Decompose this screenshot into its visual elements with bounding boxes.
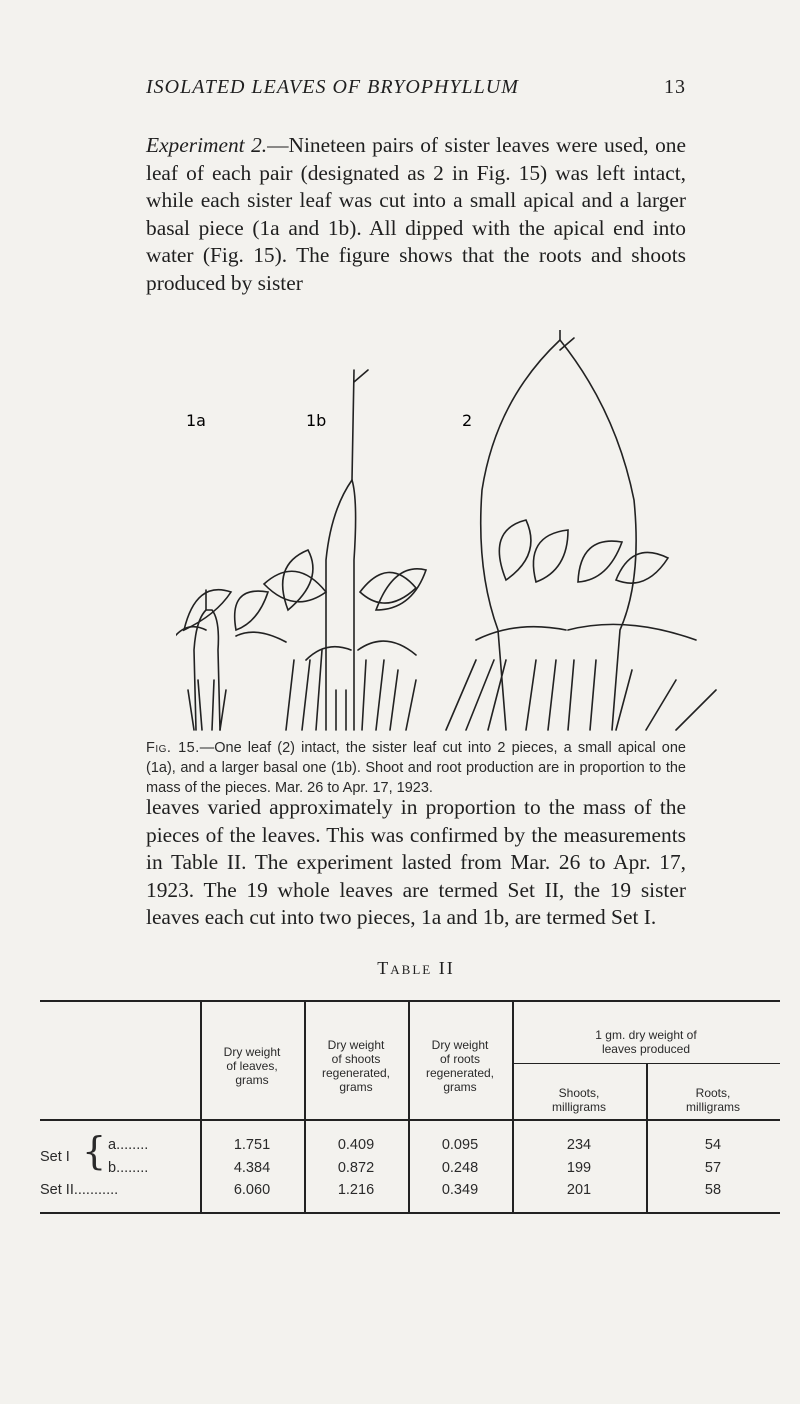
leaf-piece-1b: [326, 480, 356, 730]
running-head: ISOLATED LEAVES OF BRYOPHYLLUM: [146, 76, 519, 98]
header-line: of leaves,: [226, 1059, 278, 1073]
header-line: Shoots,: [558, 1086, 600, 1100]
cell-leaves: 6.060: [233, 1182, 271, 1198]
header-line: grams: [339, 1080, 373, 1094]
header-line: grams: [443, 1080, 477, 1094]
cell-shoots: 0.409: [337, 1137, 375, 1153]
paragraph-1-text: —Nineteen pairs of sister leaves were used, one leaf of each pair (designated as 2 in Fig. 15) was left intact, while each sister leaf was cut into a small apical and a larger basal piece (1a and 1b). All dipped with the apical end into water (Fig. 15). The figure shows that the roots and shoots produced by sister: [146, 133, 686, 295]
header-line: Dry weight: [327, 1038, 385, 1052]
cell-shoots: 0.872: [337, 1160, 375, 1176]
cell-roots: 0.248: [441, 1160, 479, 1176]
row-label: a........: [108, 1137, 149, 1153]
figure-caption: [146, 738, 686, 798]
paragraph-experiment-2: [146, 132, 686, 298]
table-bottom-rule: [40, 1212, 780, 1214]
header-line: Roots,: [695, 1086, 731, 1100]
cell-shoots-mg: 234: [566, 1137, 592, 1153]
figure-label-2: 2: [462, 411, 473, 430]
column-divider: [304, 1000, 306, 1212]
cell-roots-mg: 58: [704, 1182, 722, 1198]
leaf-regeneration-drawing: [176, 330, 736, 735]
cell-roots: 0.095: [441, 1137, 479, 1153]
header-line: grams: [235, 1073, 269, 1087]
table-top-rule: [40, 1000, 780, 1002]
row-label: Set II...........: [40, 1182, 119, 1198]
cell-shoots-mg: 199: [566, 1160, 592, 1176]
figure-label-1a: 1a: [186, 411, 206, 430]
header-dry-weight-leaves: [202, 1045, 302, 1087]
header-line: regenerated,: [425, 1066, 495, 1080]
cell-roots-mg: 54: [704, 1137, 722, 1153]
header-line: milligrams: [552, 1100, 606, 1114]
header-line: 1 gm. dry weight of: [595, 1028, 697, 1042]
row-label: b........: [108, 1160, 149, 1176]
figure-15: [176, 330, 736, 735]
cell-shoots: 1.216: [337, 1182, 375, 1198]
header-line: regenerated,: [321, 1066, 391, 1080]
leaf-piece-1a: [194, 610, 220, 730]
caption-text: —One leaf (2) intact, the sister leaf cut into 2 pieces, a small apical one (1a), and a larger basal one (1b). Shoot and root production are in proportion to the mass of the pieces. Mar. 26 to Apr. 17, 1923.: [146, 740, 686, 796]
column-divider: [408, 1000, 410, 1212]
caption-label: Fig. 15.: [146, 740, 200, 756]
running-header: [146, 76, 686, 106]
experiment-lead: Experiment 2.: [146, 133, 268, 157]
header-dry-weight-shoots: [306, 1038, 406, 1094]
cell-leaves: 4.384: [233, 1160, 271, 1176]
cell-shoots-mg: 201: [566, 1182, 592, 1198]
set-i-label: Set I: [40, 1149, 70, 1165]
header-shoots-mg: [514, 1086, 644, 1114]
header-line: of shoots: [331, 1052, 381, 1066]
cell-roots: 0.349: [441, 1182, 479, 1198]
header-line: Dry weight: [223, 1045, 281, 1059]
paragraph-continued: leaves varied approximately in proportion to the mass of the pieces of the leaves. This was confirmed by the measurements in Table II. The experiment lasted from Mar. 26 to Apr. 17, 1923. The 19 whole leaves are termed Set II, the 19 sister leaves each cut into two pieces, 1a and 1b, are termed Set I.: [146, 795, 686, 930]
header-per-gram-group: [514, 1028, 778, 1056]
cell-roots-mg: 57: [704, 1160, 722, 1176]
header-line: of roots: [439, 1052, 481, 1066]
page-number: 13: [664, 76, 686, 98]
set-i-brace: {: [82, 1129, 107, 1173]
figure-label-1b: 1b: [306, 411, 327, 430]
header-dry-weight-roots: [410, 1038, 510, 1094]
table-ii: [40, 1000, 780, 1198]
header-roots-mg: [648, 1086, 778, 1114]
header-line: Dry weight: [431, 1038, 489, 1052]
table-header-rule: [40, 1119, 780, 1121]
header-line: leaves produced: [601, 1042, 691, 1056]
column-divider: [200, 1000, 202, 1212]
header-line: milligrams: [686, 1100, 740, 1114]
cell-leaves: 1.751: [233, 1137, 271, 1153]
table-title: Table II: [377, 958, 455, 978]
